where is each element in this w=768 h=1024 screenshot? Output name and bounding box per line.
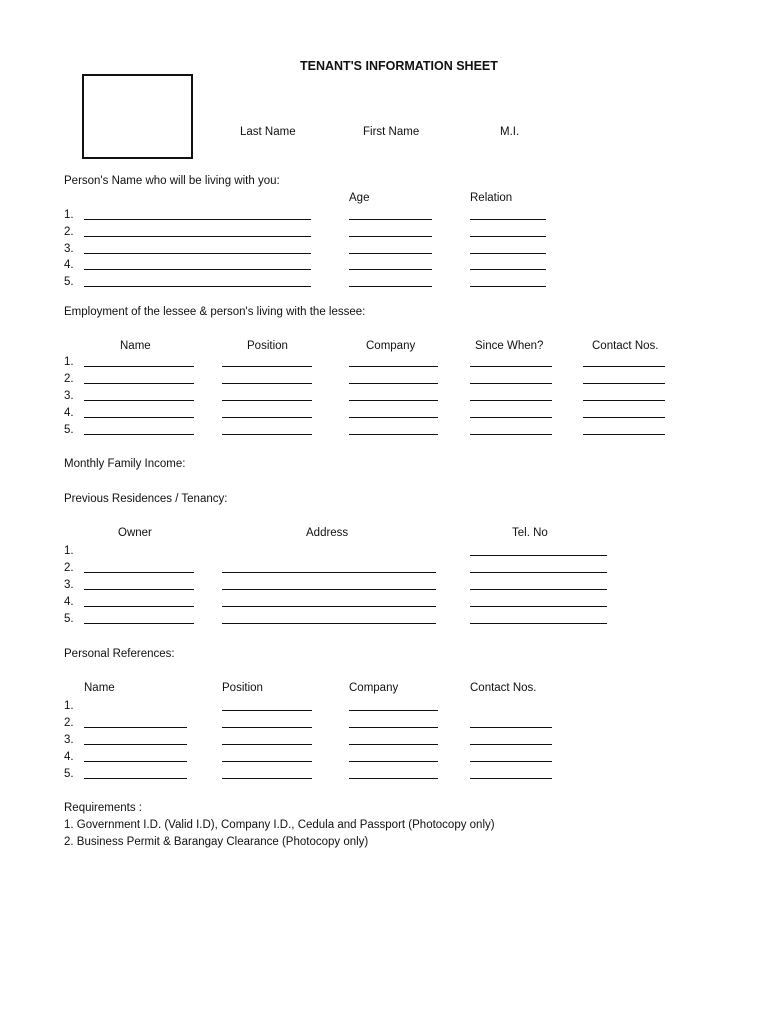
blank-line[interactable] bbox=[222, 744, 312, 745]
blank-line[interactable] bbox=[84, 623, 194, 624]
blank-line[interactable] bbox=[349, 383, 438, 384]
blank-line[interactable] bbox=[470, 623, 607, 624]
requirement-item: 1. Government I.D. (Valid I.D), Company I.D., Cedula and Passport (Photocopy only) bbox=[64, 819, 495, 831]
row-number: 2. bbox=[64, 562, 74, 574]
row-number: 1. bbox=[64, 700, 74, 712]
blank-line[interactable] bbox=[84, 761, 187, 762]
blank-line[interactable] bbox=[470, 219, 546, 220]
blank-line[interactable] bbox=[470, 606, 607, 607]
blank-line[interactable] bbox=[470, 555, 607, 556]
blank-line[interactable] bbox=[84, 253, 311, 254]
residences-heading: Previous Residences / Tenancy: bbox=[64, 493, 228, 505]
row-number: 5. bbox=[64, 768, 74, 780]
blank-line[interactable] bbox=[222, 778, 312, 779]
blank-line[interactable] bbox=[470, 434, 552, 435]
residences-col-tel: Tel. No bbox=[512, 527, 548, 539]
blank-line[interactable] bbox=[222, 761, 312, 762]
blank-line[interactable] bbox=[222, 623, 436, 624]
row-number: 2. bbox=[64, 373, 74, 385]
living-with-heading: Person's Name who will be living with you: bbox=[64, 175, 280, 187]
blank-line[interactable] bbox=[470, 400, 552, 401]
blank-line[interactable] bbox=[84, 434, 194, 435]
row-number: 4. bbox=[64, 751, 74, 763]
references-heading: Personal References: bbox=[64, 648, 175, 660]
employment-col-name: Name bbox=[120, 340, 151, 352]
blank-line[interactable] bbox=[583, 400, 665, 401]
row-number: 3. bbox=[64, 579, 74, 591]
row-number: 5. bbox=[64, 613, 74, 625]
requirements-heading: Requirements : bbox=[64, 802, 142, 814]
blank-line[interactable] bbox=[470, 727, 552, 728]
blank-line[interactable] bbox=[470, 286, 546, 287]
blank-line[interactable] bbox=[84, 778, 187, 779]
blank-line[interactable] bbox=[222, 417, 312, 418]
first-name-label: First Name bbox=[363, 126, 420, 138]
blank-line[interactable] bbox=[349, 434, 438, 435]
row-number: 1. bbox=[64, 209, 74, 221]
blank-line[interactable] bbox=[349, 761, 438, 762]
blank-line[interactable] bbox=[222, 572, 436, 573]
blank-line[interactable] bbox=[470, 417, 552, 418]
row-number: 4. bbox=[64, 259, 74, 272]
blank-line[interactable] bbox=[583, 417, 665, 418]
requirement-item: 2. Business Permit & Barangay Clearance (Photocopy only) bbox=[64, 836, 369, 848]
blank-line[interactable] bbox=[470, 366, 552, 367]
employment-col-since: Since When? bbox=[475, 340, 544, 352]
relation-column-header: Relation bbox=[470, 192, 513, 204]
residences-col-owner: Owner bbox=[118, 527, 152, 539]
blank-line[interactable] bbox=[222, 710, 312, 711]
blank-line[interactable] bbox=[349, 366, 438, 367]
photo-box bbox=[82, 74, 193, 159]
blank-line[interactable] bbox=[583, 434, 665, 435]
blank-line[interactable] bbox=[222, 727, 312, 728]
blank-line[interactable] bbox=[222, 400, 312, 401]
blank-line[interactable] bbox=[84, 727, 187, 728]
row-number: 2. bbox=[64, 225, 74, 238]
blank-line[interactable] bbox=[222, 606, 436, 607]
blank-line[interactable] bbox=[222, 383, 312, 384]
blank-line[interactable] bbox=[84, 383, 194, 384]
blank-line[interactable] bbox=[84, 219, 311, 220]
blank-line[interactable] bbox=[84, 400, 194, 401]
age-column-header: Age bbox=[349, 192, 370, 204]
references-col-position: Position bbox=[222, 682, 263, 694]
blank-line[interactable] bbox=[84, 366, 194, 367]
row-number: 1. bbox=[64, 545, 74, 557]
row-number: 5. bbox=[64, 276, 74, 288]
blank-line[interactable] bbox=[349, 778, 438, 779]
blank-line[interactable] bbox=[470, 744, 552, 745]
references-col-company: Company bbox=[349, 682, 399, 694]
blank-line[interactable] bbox=[583, 366, 665, 367]
blank-line[interactable] bbox=[84, 589, 194, 590]
row-number: 3. bbox=[64, 390, 74, 402]
blank-line[interactable] bbox=[349, 253, 432, 254]
employment-col-contact: Contact Nos. bbox=[592, 340, 659, 352]
row-number: 4. bbox=[64, 596, 74, 608]
blank-line[interactable] bbox=[84, 269, 311, 270]
blank-line[interactable] bbox=[222, 589, 436, 590]
row-number: 1. bbox=[64, 356, 74, 368]
blank-line[interactable] bbox=[349, 400, 438, 401]
income-label: Monthly Family Income: bbox=[64, 458, 186, 470]
blank-line[interactable] bbox=[84, 286, 311, 287]
blank-line[interactable] bbox=[84, 606, 194, 607]
blank-line[interactable] bbox=[470, 269, 546, 270]
blank-line[interactable] bbox=[470, 383, 552, 384]
blank-line[interactable] bbox=[470, 253, 546, 254]
row-number: 5. bbox=[64, 424, 74, 436]
blank-line[interactable] bbox=[222, 434, 312, 435]
blank-line[interactable] bbox=[349, 286, 432, 287]
blank-line[interactable] bbox=[349, 727, 438, 728]
blank-line[interactable] bbox=[470, 589, 607, 590]
references-col-name: Name bbox=[84, 682, 115, 694]
employment-col-position: Position bbox=[247, 340, 288, 352]
blank-line[interactable] bbox=[349, 269, 432, 270]
blank-line[interactable] bbox=[470, 778, 552, 779]
last-name-label: Last Name bbox=[240, 126, 296, 138]
blank-line[interactable] bbox=[349, 417, 438, 418]
blank-line[interactable] bbox=[470, 761, 552, 762]
row-number: 3. bbox=[64, 734, 74, 746]
row-number: 3. bbox=[64, 242, 74, 255]
middle-initial-label: M.I. bbox=[500, 126, 520, 138]
blank-line[interactable] bbox=[349, 710, 438, 711]
references-col-contact: Contact Nos. bbox=[470, 682, 537, 694]
blank-line[interactable] bbox=[470, 236, 546, 237]
row-number: 2. bbox=[64, 717, 74, 729]
residences-col-address: Address bbox=[306, 527, 349, 539]
employment-col-company: Company bbox=[366, 340, 416, 352]
form-title: TENANT'S INFORMATION SHEET bbox=[300, 59, 498, 73]
blank-line[interactable] bbox=[84, 744, 187, 745]
employment-heading: Employment of the lessee & person's living with the lessee: bbox=[64, 306, 366, 318]
blank-line[interactable] bbox=[349, 236, 432, 237]
blank-line[interactable] bbox=[470, 572, 607, 573]
blank-line[interactable] bbox=[349, 219, 432, 220]
blank-line[interactable] bbox=[583, 383, 665, 384]
blank-line[interactable] bbox=[349, 744, 438, 745]
blank-line[interactable] bbox=[84, 417, 194, 418]
row-number: 4. bbox=[64, 407, 74, 419]
blank-line[interactable] bbox=[84, 572, 194, 573]
blank-line[interactable] bbox=[84, 236, 311, 237]
blank-line[interactable] bbox=[222, 366, 312, 367]
